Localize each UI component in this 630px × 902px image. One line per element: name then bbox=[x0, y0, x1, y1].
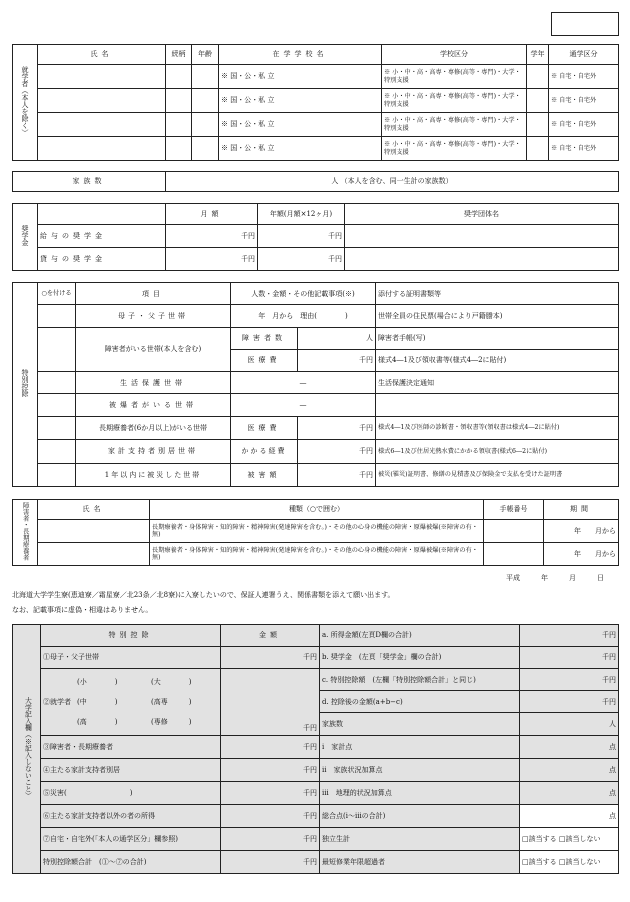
student-commute-field[interactable]: ※ 自宅・自宅外 bbox=[549, 65, 619, 89]
income-label: a. 所得金額(左頁D欄の合計) bbox=[320, 625, 520, 647]
school-sub-high: (高 ) bbox=[77, 717, 118, 726]
disabled-medical-field[interactable]: 千円 bbox=[298, 349, 376, 371]
deduction-single-parent-field: 千円 bbox=[221, 646, 320, 668]
mark-field[interactable] bbox=[38, 463, 76, 487]
family-label: 家族数 bbox=[13, 172, 166, 192]
loan-monthly-field[interactable]: 千円 bbox=[166, 248, 258, 271]
special-deduction-table bbox=[12, 282, 619, 487]
grant-annual-field[interactable]: 千円 bbox=[258, 225, 345, 248]
patient-name-field[interactable] bbox=[38, 543, 150, 566]
header-amount: 人数・金額・その他記載事項(※) bbox=[231, 283, 376, 305]
total-points-field: 点 bbox=[520, 804, 619, 827]
student-type-field[interactable]: ※ 小・中・高・高専・専修(高等・専門)・大学・特別支援 bbox=[382, 137, 527, 161]
student-relation-field[interactable] bbox=[166, 65, 192, 89]
atomic-detail: — bbox=[231, 394, 376, 416]
long-term-docs: 様式4―1及び医師の診断書・領収書等(領収書は様式4―2に貼付) bbox=[376, 416, 619, 439]
date-line[interactable]: 平成 年 月 日 bbox=[506, 574, 604, 582]
school-sub-vocational: (専修 ) bbox=[151, 717, 192, 726]
patients-table bbox=[12, 499, 619, 566]
student-relation-field[interactable] bbox=[166, 113, 192, 137]
header-mark: ○を付ける bbox=[38, 283, 76, 305]
student-school-field[interactable]: ※ 国・公・私 立 bbox=[219, 113, 382, 137]
separate-label: 家計支持者別居世帯 bbox=[76, 440, 231, 463]
disabled-count-label: 障害者数 bbox=[231, 327, 298, 349]
scholarship-side-label: 奨学金 bbox=[13, 204, 38, 271]
header-item: 項目 bbox=[76, 283, 231, 305]
mark-field[interactable] bbox=[38, 305, 76, 327]
disabled-count-docs: 障害者手帳(写) bbox=[376, 327, 619, 349]
university-side-label: 大学記入欄（※記入しないこと） bbox=[13, 625, 41, 874]
header-org: 奨学団体名 bbox=[345, 204, 619, 225]
disabled-count-field[interactable]: 人 bbox=[298, 327, 376, 349]
disabled-medical-docs: 様式4―1及び領収書等(様式4―2に貼付) bbox=[376, 349, 619, 371]
independent-label: 独立生計 bbox=[320, 827, 520, 850]
deduction-disaster-field: 千円 bbox=[221, 781, 320, 804]
header-commute: 通学区分 bbox=[549, 45, 619, 65]
student-commute-field[interactable]: ※ 自宅・自宅外 bbox=[549, 89, 619, 113]
header-patient-name: 氏名 bbox=[38, 500, 150, 520]
statement-line-1: 北海道大学学生寮(恵迪寮／霜星寮／北23条／北8寮)に入寮したいので、保証人連署うえ、関係書類を添えて願い出ます。 bbox=[12, 591, 395, 599]
loan-annual-field[interactable]: 千円 bbox=[258, 248, 345, 271]
disabled-household-label: 障害者がいる世帯(本人を含む) bbox=[76, 327, 231, 372]
family-points-label: ii 家族状況加算点 bbox=[320, 758, 520, 781]
special-side-label: 特別控除 bbox=[13, 283, 38, 487]
student-grade-field[interactable] bbox=[527, 89, 549, 113]
family-count-label: 家族数 bbox=[320, 713, 520, 735]
mark-field[interactable] bbox=[38, 327, 76, 372]
patient-notebook-field[interactable] bbox=[484, 543, 544, 566]
patient-name-field[interactable] bbox=[38, 520, 150, 543]
student-relation-field[interactable] bbox=[166, 89, 192, 113]
header-monthly: 月額 bbox=[166, 204, 258, 225]
patient-period-field[interactable]: 年 月から bbox=[544, 520, 619, 543]
grant-monthly-field[interactable]: 千円 bbox=[166, 225, 258, 248]
header-docs: 添付する証明書類等 bbox=[376, 283, 619, 305]
deduction-total-field: 千円 bbox=[221, 850, 320, 873]
deduction-total-label: 特別控除額合計 (①〜⑦の合計) bbox=[41, 850, 221, 873]
family-points-field: 点 bbox=[520, 758, 619, 781]
header-annual: 年額(月額×12ヶ月) bbox=[258, 204, 345, 225]
scholarship-table bbox=[12, 203, 619, 271]
deduction-student-label: ②就学者 bbox=[43, 697, 71, 706]
student-name-field[interactable] bbox=[38, 137, 166, 161]
header-name: 氏名 bbox=[38, 45, 166, 65]
student-commute-field[interactable]: ※ 自宅・自宅外 bbox=[549, 137, 619, 161]
atomic-label: 被爆者がいる世帯 bbox=[76, 394, 231, 416]
header-period: 期間 bbox=[544, 500, 619, 520]
scholarship-total-field: 千円 bbox=[520, 646, 619, 668]
long-term-label: 長期療養者(6か月以上)がいる世帯 bbox=[76, 416, 231, 439]
header-deduction-item: 特別控除 bbox=[41, 625, 221, 647]
deduction-disaster-label: ⑤災害( ) bbox=[41, 781, 221, 804]
disaster-docs: 被災(罹災)証明書、修繕の見積書及び保険金で支払を受けた証明書 bbox=[376, 463, 619, 487]
student-school-field[interactable]: ※ 国・公・私 立 bbox=[219, 89, 382, 113]
student-row bbox=[13, 137, 619, 161]
school-sub-elementary: (小 ) bbox=[77, 677, 118, 686]
patient-row bbox=[13, 520, 619, 543]
student-commute-field[interactable]: ※ 自宅・自宅外 bbox=[549, 113, 619, 137]
student-school-field[interactable]: ※ 国・公・私 立 bbox=[219, 65, 382, 89]
patient-period-field[interactable]: 年 月から bbox=[544, 543, 619, 566]
student-age-field[interactable] bbox=[192, 65, 219, 89]
header-grade: 学年 bbox=[527, 45, 549, 65]
mark-field[interactable] bbox=[38, 394, 76, 416]
student-grade-field[interactable] bbox=[527, 137, 549, 161]
student-relation-field[interactable] bbox=[166, 137, 192, 161]
id-box[interactable] bbox=[551, 12, 619, 36]
student-type-field[interactable]: ※ 小・中・高・高専・専修(高等・専門)・大学・特別支援 bbox=[382, 65, 527, 89]
student-name-field[interactable] bbox=[38, 89, 166, 113]
independent-checkboxes: □該当する □該当しない bbox=[520, 827, 619, 850]
welfare-docs: 生活保護決定通知 bbox=[376, 372, 619, 394]
student-row bbox=[13, 65, 619, 89]
deduction-commute-field: 千円 bbox=[221, 827, 320, 850]
school-sub-university: (大 ) bbox=[151, 677, 192, 686]
header-school-name: 在学学校名 bbox=[219, 45, 382, 65]
header-school-type: 学校区分 bbox=[382, 45, 527, 65]
students-table bbox=[12, 44, 619, 161]
household-points-label: i 家計点 bbox=[320, 735, 520, 758]
geo-points-label: iii 地理的状況加算点 bbox=[320, 781, 520, 804]
deduction-separate-label: ④主たる家計支持者別居 bbox=[41, 758, 221, 781]
separate-cost-label: かかる経費 bbox=[231, 440, 298, 463]
disaster-damage-label: 被害額 bbox=[231, 463, 298, 487]
grant-scholarship-label: 給与の奨学金 bbox=[38, 225, 166, 248]
student-name-field[interactable] bbox=[38, 113, 166, 137]
deduction-other-income-label: ⑥主たる家計支持者以外の者の所得 bbox=[41, 804, 221, 827]
student-name-field[interactable] bbox=[38, 65, 166, 89]
student-school-field[interactable]: ※ 国・公・私 立 bbox=[219, 137, 382, 161]
deduction-student-cell bbox=[41, 668, 221, 735]
student-type-field[interactable]: ※ 小・中・高・高専・専修(高等・専門)・大学・特別支援 bbox=[382, 113, 527, 137]
student-age-field[interactable] bbox=[192, 137, 219, 161]
loan-org-field[interactable] bbox=[345, 248, 619, 271]
long-term-medical-field[interactable]: 千円 bbox=[298, 416, 376, 439]
scholarship-total-label: b. 奨学金 (左頁「奨学金」欄の合計) bbox=[320, 646, 520, 668]
welfare-label: 生活保護世帯 bbox=[76, 372, 231, 394]
disaster-label: 1年以内に被災した世帯 bbox=[76, 463, 231, 487]
special-total-label: c. 特別控除額 (左欄「特別控除額合計」と同じ) bbox=[320, 668, 520, 690]
student-age-field[interactable] bbox=[192, 113, 219, 137]
statement-line-2: なお、記載事項に虚偽・相違はありません。 bbox=[12, 606, 153, 614]
disaster-damage-field[interactable]: 千円 bbox=[298, 463, 376, 487]
after-deduction-field: 千円 bbox=[520, 691, 619, 713]
long-term-medical-label: 医療費 bbox=[231, 416, 298, 439]
total-points-label: 総合点(i〜iiiの合計) bbox=[320, 804, 520, 827]
deduction-student-field: 千円 bbox=[221, 668, 320, 735]
single-parent-detail-field[interactable]: 年 月から 理由( ) bbox=[231, 305, 376, 327]
household-points-field: 点 bbox=[520, 735, 619, 758]
family-count-value: 人 bbox=[520, 713, 619, 735]
family-count-field[interactable]: 人 （本人を含む、同一生計の家族数） bbox=[166, 172, 619, 192]
deduction-disabled-label: ③障害者・長期療養者 bbox=[41, 735, 221, 758]
patient-notebook-field[interactable] bbox=[484, 520, 544, 543]
grant-org-field[interactable] bbox=[345, 225, 619, 248]
over-term-checkboxes: □該当する □該当しない bbox=[520, 850, 619, 873]
deduction-single-parent-label: ①母子・父子世帯 bbox=[41, 646, 221, 668]
after-deduction-label: d. 控除後の金額(a+b−c) bbox=[320, 691, 520, 713]
students-side-label: 就学者（本人を除く） bbox=[13, 45, 38, 161]
header-deduction-amount: 金額 bbox=[221, 625, 320, 647]
geo-points-field: 点 bbox=[520, 781, 619, 804]
student-type-field[interactable]: ※ 小・中・高・高専・専修(高等・専門)・大学・特別支援 bbox=[382, 89, 527, 113]
patient-kind-field[interactable]: 長期療養者・身体障害・知的障害・精神障害(発達障害を含む。)・その他の心身の機能の障害・原爆被爆(※障害の有・無) bbox=[150, 543, 484, 566]
student-row bbox=[13, 113, 619, 137]
loan-scholarship-label: 貸与の奨学金 bbox=[38, 248, 166, 271]
header-notebook: 手帳番号 bbox=[484, 500, 544, 520]
mark-field[interactable] bbox=[38, 440, 76, 463]
separate-cost-field[interactable]: 千円 bbox=[298, 440, 376, 463]
single-parent-docs: 世帯全員の住民票(場合により戸籍謄本) bbox=[376, 305, 619, 327]
deduction-commute-label: ⑦自宅・自宅外(「本人の通学区分」欄参照) bbox=[41, 827, 221, 850]
header-age: 年齢 bbox=[192, 45, 219, 65]
deduction-other-income-field: 千円 bbox=[221, 804, 320, 827]
mark-field[interactable] bbox=[38, 416, 76, 439]
patient-kind-field[interactable]: 長期療養者・身体障害・知的障害・精神障害(発達障害を含む。)・その他の心身の機能の障害・原爆被爆(※障害の有・無) bbox=[150, 520, 484, 543]
income-field: 千円 bbox=[520, 625, 619, 647]
deduction-separate-field: 千円 bbox=[221, 758, 320, 781]
school-sub-technical: (高専 ) bbox=[151, 697, 192, 706]
special-total-field: 千円 bbox=[520, 668, 619, 690]
disabled-medical-label: 医療費 bbox=[231, 349, 298, 371]
university-table bbox=[12, 624, 619, 874]
student-age-field[interactable] bbox=[192, 89, 219, 113]
student-grade-field[interactable] bbox=[527, 65, 549, 89]
patients-side-label: 障害者・長期療養者 bbox=[13, 500, 38, 566]
header-relation: 続柄 bbox=[166, 45, 192, 65]
student-row bbox=[13, 89, 619, 113]
welfare-detail: — bbox=[231, 372, 376, 394]
mark-field[interactable] bbox=[38, 372, 76, 394]
school-sub-junior: (中 ) bbox=[77, 697, 118, 706]
patient-row bbox=[13, 543, 619, 566]
student-grade-field[interactable] bbox=[527, 113, 549, 137]
header-kind: 種類（○で囲む） bbox=[150, 500, 484, 520]
single-parent-label: 母子・父子世帯 bbox=[76, 305, 231, 327]
deduction-disabled-field: 千円 bbox=[221, 735, 320, 758]
over-term-label: 最短修業年限超過者 bbox=[320, 850, 520, 873]
separate-docs: 様式6―1及び住居光熱水費にかかる領収書(様式6―2に貼付) bbox=[376, 440, 619, 463]
family-table bbox=[12, 171, 619, 192]
